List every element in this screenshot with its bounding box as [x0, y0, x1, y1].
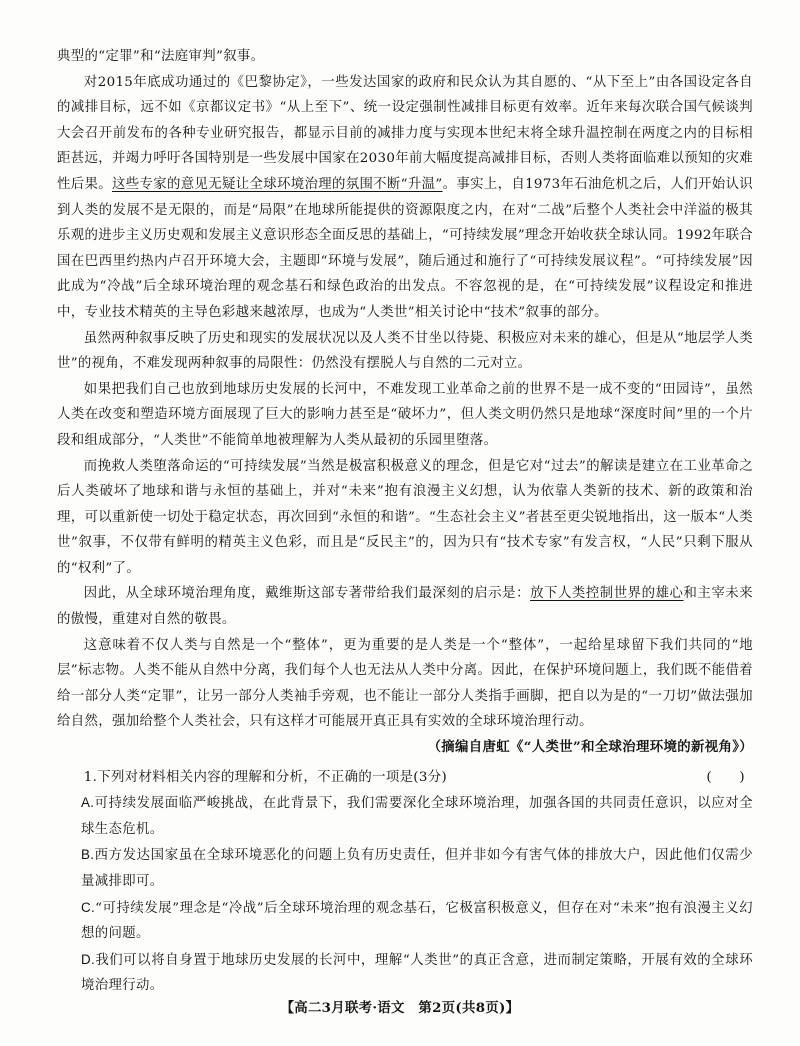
- paragraph-1-text-b: 。事实上，自1973年石油危机之后，人们开始认识到人类的发展不是无限的，而是“局限”在地球所能提供的资源限度之内，在对“二战”后整个人类社会中洋溢的极其乐观的进步主义历史观和发展主义意识形态全面反思的基础上，“可持续发展”理念开始收获全球认同。1992年联合国在巴西里约热内卢召开环境大会，主题即“环境与发展”，随后通过和施行了“可持续发展议程”。“可持续发展”因此成为“冷战”后全球环境治理的观念基石和绿色政治的出发点。不容忽视的是，在“可持续发展”议程设定和推进中，专业技术精英的主导色彩越来越浓厚，也成为“人类世”相关讨论中“技术”叙事的部分。: [57, 176, 753, 320]
- passage-continuation: 典型的“定罪”和“法庭审判”叙事。: [57, 49, 265, 64]
- question-1: [57, 765, 753, 999]
- question-stem-text: 1.下列对材料相关内容的理解和分析，不正确的一项是(3分): [83, 769, 448, 785]
- option-text: 西方发达国家虽在全球环境恶化的问题上负有历史责任，但并非如今有害气体的排放大户，因此他们仅需少量减排即可。: [81, 848, 753, 889]
- option-letter: B.: [81, 847, 95, 863]
- source-citation: （摘编自唐虹《“人类世”和全球治理环境的新视角》）: [427, 739, 753, 756]
- option-letter: D.: [81, 951, 96, 967]
- option-b: [57, 842, 753, 894]
- paragraph-5-text-a: 因此，从全球环境治理角度，戴维斯这部专著带给我们最深刻的启示是：: [83, 586, 531, 602]
- underlined-sentence-1: 这些专家的意见无疑让全球环境治理的氛围不断“升温”: [112, 176, 443, 192]
- paragraph-1-text-a: 对2015年底成功通过的《巴黎协定》，一些发达国家的政府和民众认为其自愿的、“从下至上”由各国设定各自的减排目标，远不如《京都议定书》“从上至下”、统一设定强制性减排目标更有效率。近年来每次联合国气候谈判大会召开前发布的各种专业研究报告，都显示目前的减排力度与实现本世纪末将全球升温控制在两度之内的目标相距甚远，并竭力呼吁各国特别是一些发展中国家在2030年前大幅度提高减排目标，否则人类将面临难以预知的灾难性后果。: [57, 74, 753, 192]
- option-c: [57, 895, 753, 947]
- passage-paragraph-3: 如果把我们自己也放到地球历史发展的长河中，不难发现工业革命之前的世界不是一成不变的“田园诗”，虽然人类在改变和塑造环境方面展现了巨大的影响力甚至是“破坏力”，但人类文明仍然只是地球“深度时间”里的一个片段和组成部分，“人类世”不能简单地被理解为人类从最初的乐园里堕落。: [57, 381, 753, 448]
- answer-bracket: ( ): [706, 769, 745, 785]
- option-letter: A.: [81, 795, 95, 811]
- passage-body: [57, 44, 753, 999]
- page-footer: 【高二3月联考·语文 第2页(共8页)】: [280, 1000, 520, 1016]
- option-letter: C.: [81, 899, 96, 915]
- option-text: 我们可以将自身置于地球历史发展的长河中，理解“人类世”的真正含意，进而制定策略，开展有效的全球环境治理行动。: [81, 952, 753, 994]
- question-stem: [57, 765, 753, 791]
- passage-paragraph-5: [57, 581, 753, 632]
- passage-paragraph-1: [57, 70, 753, 326]
- option-d: [57, 947, 753, 999]
- passage-paragraph-6: 这意味着不仅人类与自然是一个“整体”，更为重要的是人类是一个“整体”，一起给星球留下我们共同的“地层”标志物。人类不能从自然中分离，我们每个人也无法从人类中分离。因此，在保护环境问题上，我们既不能借着给一部分人类“定罪”，让另一部分人类袖手旁观，也不能让一部分人类指手画脚，把自以为是的“一刀切”做法强加给自然，强加给整个人类社会，只有这样才可能展开真正具有实效的全球环境治理行动。: [57, 637, 753, 730]
- option-text: 可持续发展面临严峻挑战，在此背景下，我们需要深化全球环境治理，加强各国的共同责任意识，以应对全球生态危机。: [81, 796, 753, 837]
- passage-paragraph-2: 虽然两种叙事反映了历史和现实的发展状况以及人类不甘坐以待毙、积极应对未来的雄心，但是从“地层学人类世”的视角，不难发现两种叙事的局限性：仍然没有摆脱人与自然的二元对立。: [57, 330, 753, 372]
- option-text: “可持续发展”理念是“冷战”后全球环境治理的观念基石，它极富积极意义，但存在对“未来”抱有浪漫主义幻想的问题。: [81, 900, 753, 942]
- passage-paragraph-4: 而挽救人类堕落命运的“可持续发展”当然是极富积极意义的理念，但是它对“过去”的解读是建立在工业革命之后人类破坏了地球和谐与永恒的基础上，并对“未来”抱有浪漫主义幻想，认为依靠人类新的技术、新的政策和治理，可以重新使一切处于稳定状态，再次回到“永恒的和谐”。“生态社会主义”者甚至更尖锐地指出，这一版本“人类世”叙事，不仅带有鲜明的精英主义色彩，而且是“反民主”的，因为只有“技术专家”有发言权，“人民”只剩下服从的“权利”了。: [57, 458, 753, 576]
- option-a: [57, 790, 753, 842]
- paragraph-5-text-b: 和主宰未来的傲慢，重建对自然的敬畏。: [57, 586, 753, 628]
- underlined-sentence-2: 放下人类控制世界的雄心: [530, 586, 684, 602]
